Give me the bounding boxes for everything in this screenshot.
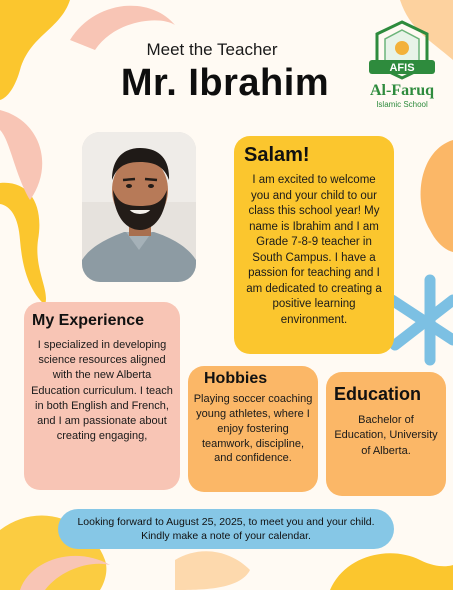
salam-body: I am excited to welcome you and your child to our class this school year! My name is Ibrahim and I am Grade 7-8-9 teacher in South Campus. I have a passion for teaching and I am dedicated to creating a positive learning environment. [246, 174, 382, 326]
page-kicker: Meet the Teacher [146, 40, 278, 59]
salam-title: Salam! [244, 144, 310, 166]
footer-note-banner [58, 509, 394, 549]
hobbies-body: Playing soccer coaching young athletes, where I enjoy fostering teamwork, discipline, and confidence. [193, 393, 313, 465]
footer-note: Looking forward to August 25, 2025, to meet you and your child. Kindly make a note of your calendar. [77, 515, 375, 542]
logo-badge-text: AFIS [389, 62, 415, 74]
hobbies-card [188, 366, 318, 492]
salam-card [234, 136, 394, 354]
teacher-portrait-icon [82, 132, 196, 282]
teacher-name: Mr. Ibrahim [120, 62, 330, 104]
education-card [326, 372, 446, 496]
logo-school-subtitle: Islamic School [376, 100, 428, 109]
experience-card [24, 302, 180, 490]
hobbies-title: Hobbies [204, 370, 268, 387]
teacher-photo [82, 132, 196, 282]
logo-school-name: Al-Faruq [370, 82, 434, 99]
education-body: Bachelor of Education, University of Alberta. [334, 414, 438, 457]
experience-title: My Experience [32, 312, 145, 329]
education-title: Education [334, 384, 422, 404]
experience-body: I specialized in developing science resources aligned with the new Alberta Education curriculum. I teach in both English and French, and I am passionate about creating engaging, [31, 339, 173, 443]
